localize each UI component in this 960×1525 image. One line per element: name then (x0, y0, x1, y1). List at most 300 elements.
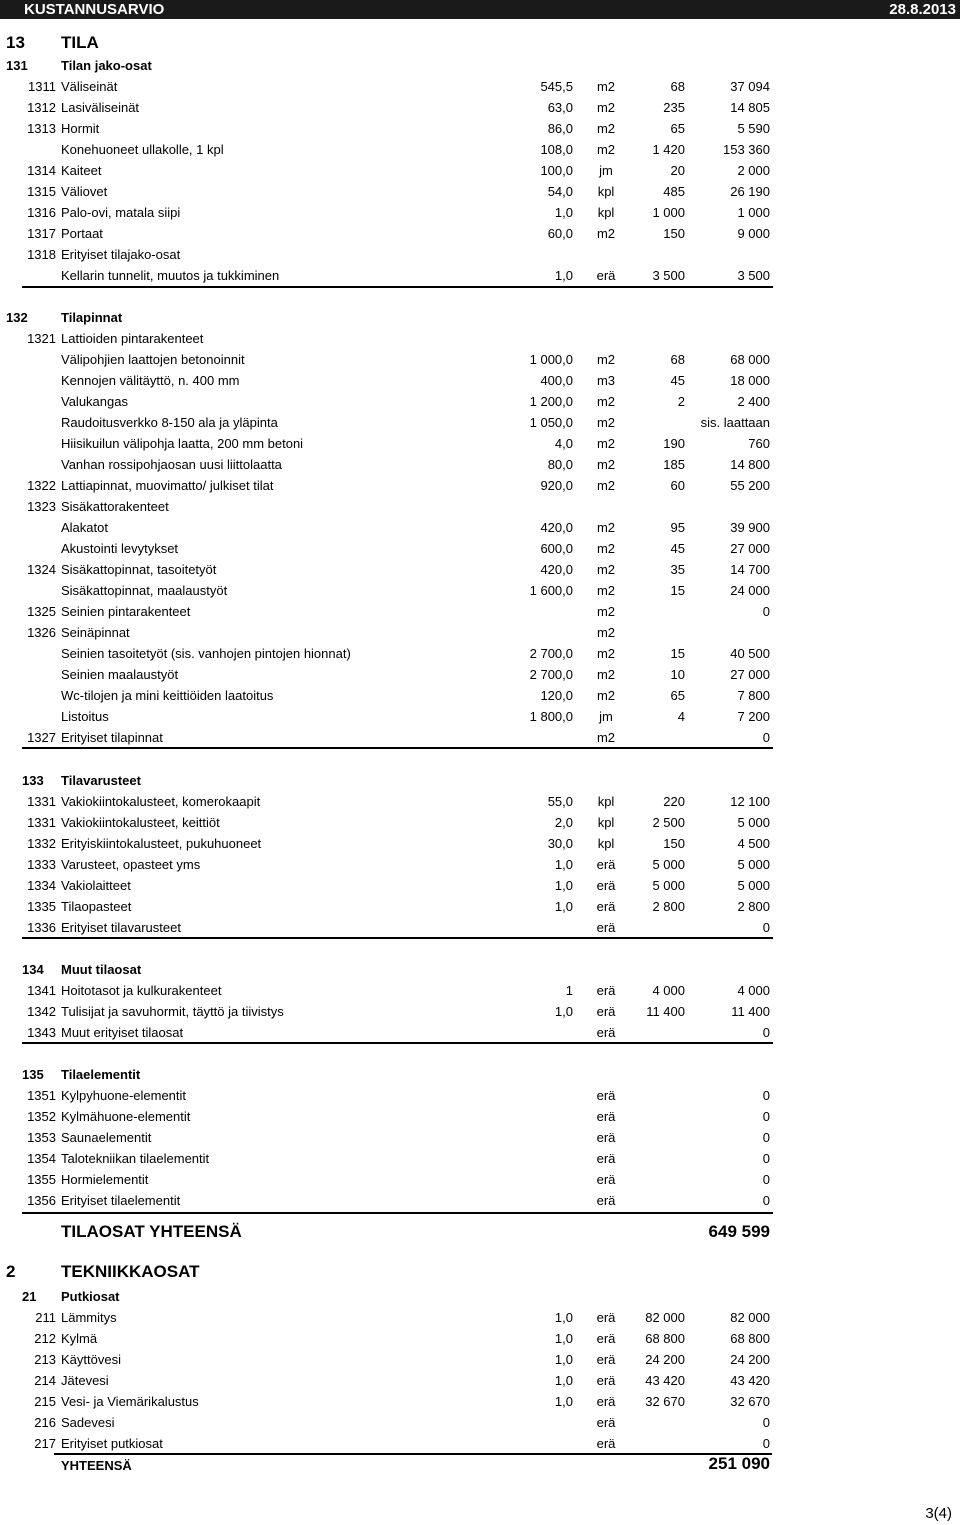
section-134-title: Muut tilaosat (61, 962, 142, 977)
item-unit: erä (596, 1436, 616, 1451)
item-unit-price: 2 (677, 394, 685, 409)
item-total: 4 000 (737, 983, 770, 998)
item-description: Muut erityiset tilaosat (61, 1025, 184, 1040)
item-total: 7 200 (737, 709, 770, 724)
section-133-code: 133 (22, 773, 44, 788)
item-total: 39 900 (730, 520, 770, 535)
item-total: 1 000 (737, 205, 770, 220)
item-total: 0 (762, 1130, 770, 1145)
item-total: 14 700 (730, 562, 770, 577)
item-unit: erä (596, 920, 616, 935)
item-code: 1331 (27, 794, 56, 809)
item-code: 1354 (27, 1151, 56, 1166)
item-unit: m2 (596, 688, 616, 703)
section-total-label: YHTEENSÄ (61, 1458, 132, 1473)
table-row (0, 202, 960, 223)
item-code: 1356 (27, 1193, 56, 1208)
item-quantity: 400,0 (540, 373, 573, 388)
item-unit-price: 24 200 (645, 1352, 685, 1367)
item-unit: erä (596, 1004, 616, 1019)
grand-total-value: 649 599 (708, 1222, 770, 1241)
item-unit-price: 20 (670, 163, 685, 178)
table-row (0, 1433, 960, 1454)
item-description: Erityiskiintokalusteet, pukuhuoneet (61, 836, 262, 851)
item-total: 3 500 (737, 268, 770, 283)
item-total: 24 000 (730, 583, 770, 598)
item-total: 68 000 (730, 352, 770, 367)
table-row (0, 181, 960, 202)
item-unit-price: 60 (670, 478, 685, 493)
item-description: Lasiväliseinät (61, 100, 140, 115)
item-unit-price: 43 420 (645, 1373, 685, 1388)
item-unit-price: 485 (663, 184, 685, 199)
item-unit: m2 (596, 226, 616, 241)
item-description: Väliovet (61, 184, 108, 199)
item-total: 26 190 (730, 184, 770, 199)
item-description: Kylmä (61, 1331, 98, 1346)
item-description: Kennojen välitäyttö, n. 400 mm (61, 373, 240, 388)
table-row (0, 791, 960, 812)
item-description: Seinien tasoitetyöt (sis. vanhojen pintojen hionnat) (61, 646, 351, 661)
item-unit: m2 (596, 436, 616, 451)
table-row (0, 244, 960, 265)
item-unit-price: 45 (670, 373, 685, 388)
item-unit-price: 35 (670, 562, 685, 577)
section-divider (22, 286, 773, 288)
item-unit-price: 185 (663, 457, 685, 472)
item-code: 216 (34, 1415, 56, 1430)
item-quantity: 420,0 (540, 520, 573, 535)
item-code: 1314 (27, 163, 56, 178)
item-unit: erä (596, 1088, 616, 1103)
item-unit-price: 190 (663, 436, 685, 451)
table-row (0, 664, 960, 685)
item-quantity: 54,0 (547, 184, 573, 199)
item-total: 55 200 (730, 478, 770, 493)
item-code: 1323 (27, 499, 56, 514)
table-row (0, 685, 960, 706)
item-total: 4 500 (737, 836, 770, 851)
item-unit: erä (596, 1025, 616, 1040)
item-unit: erä (596, 1394, 616, 1409)
table-row (0, 223, 960, 244)
table-row (0, 391, 960, 412)
item-quantity: 100,0 (540, 163, 573, 178)
item-description: Hiisikuilun välipohja laatta, 200 mm betoni (61, 436, 304, 451)
item-quantity: 1,0 (554, 1373, 573, 1388)
item-unit-price: 68 800 (645, 1331, 685, 1346)
item-description: Varusteet, opasteet yms (61, 857, 201, 872)
section-131-title: Tilan jako-osat (61, 58, 152, 73)
item-code: 1325 (27, 604, 56, 619)
item-quantity: 420,0 (540, 562, 573, 577)
item-description: Raudoitusverkko 8-150 ala ja yläpinta (61, 415, 278, 430)
item-total: 0 (762, 1193, 770, 1208)
item-code: 217 (34, 1436, 56, 1451)
item-total: 11 400 (731, 1004, 770, 1019)
item-code: 1334 (27, 878, 56, 893)
item-unit-price: 65 (670, 688, 685, 703)
item-code: 1342 (27, 1004, 56, 1019)
item-unit-price: 5 000 (652, 857, 685, 872)
item-unit: erä (596, 1310, 616, 1325)
item-description: Käyttövesi (61, 1352, 121, 1367)
item-description: Lattioiden pintarakenteet (61, 331, 204, 346)
item-description: Alakatot (61, 520, 108, 535)
item-description: Vesi- ja Viemärikalustus (61, 1394, 199, 1409)
item-total: 14 800 (730, 457, 770, 472)
section-132-title: Tilapinnat (61, 310, 123, 325)
item-total: 43 420 (730, 1373, 770, 1388)
item-description: Wc-tilojen ja mini keittiöiden laatoitus (61, 688, 274, 703)
item-code: 215 (34, 1394, 56, 1409)
item-unit-price: 220 (663, 794, 685, 809)
item-total: 82 000 (730, 1310, 770, 1325)
item-unit: m2 (596, 604, 616, 619)
item-total: 2 000 (737, 163, 770, 178)
item-unit: jm (599, 709, 613, 724)
page-number: 3(4) (925, 1505, 952, 1522)
item-description: Erityiset tilapinnat (61, 730, 163, 745)
item-total: 0 (762, 1436, 770, 1451)
section-131 (0, 55, 960, 76)
item-quantity: 2 700,0 (529, 646, 573, 661)
item-unit: m2 (596, 562, 616, 577)
item-unit: erä (596, 1373, 616, 1388)
table-row (0, 559, 960, 580)
item-description: Talotekniikan tilaelementit (61, 1151, 210, 1166)
item-quantity: 108,0 (540, 142, 573, 157)
table-row (0, 1148, 960, 1169)
item-unit-price: 1 420 (652, 142, 685, 157)
section-135-title: Tilaelementit (61, 1067, 141, 1082)
table-row (0, 1307, 960, 1328)
item-unit-price: 68 (670, 352, 685, 367)
item-quantity: 63,0 (547, 100, 573, 115)
item-total: 5 000 (737, 815, 770, 830)
item-code: 1331 (27, 815, 56, 830)
table-row (0, 1391, 960, 1412)
item-unit-price: 1 000 (652, 205, 685, 220)
item-description: Sisäkattopinnat, maalaustyöt (61, 583, 228, 598)
item-quantity: 86,0 (547, 121, 573, 136)
item-description: Erityiset tilavarusteet (61, 920, 181, 935)
item-quantity: 1,0 (554, 1310, 573, 1325)
item-description: Seinäpinnat (61, 625, 130, 640)
item-description: Kylmähuone-elementit (61, 1109, 191, 1124)
section-134-code: 134 (22, 962, 44, 977)
item-unit: m2 (596, 541, 616, 556)
table-row (0, 896, 960, 917)
item-description: Väliseinät (61, 79, 118, 94)
item-code: 1316 (27, 205, 56, 220)
item-unit: erä (596, 1331, 616, 1346)
item-total: 9 000 (737, 226, 770, 241)
item-description: Hoitotasot ja kulkurakenteet (61, 983, 222, 998)
item-unit-price: 45 (670, 541, 685, 556)
item-unit: m2 (596, 667, 616, 682)
item-description: Saunaelementit (61, 1130, 152, 1145)
item-unit: erä (596, 878, 616, 893)
section-21-title: Putkiosat (61, 1289, 120, 1304)
item-unit: m2 (596, 646, 616, 661)
item-quantity: 1,0 (554, 899, 573, 914)
item-unit: kpl (597, 794, 615, 809)
item-description: Lattiapinnat, muovimatto/ julkiset tilat (61, 478, 274, 493)
table-row (0, 1001, 960, 1022)
item-description: Jätevesi (61, 1373, 109, 1388)
item-quantity: 1 (565, 983, 573, 998)
item-code: 212 (34, 1331, 56, 1346)
item-description: Kaiteet (61, 163, 102, 178)
item-code: 1327 (27, 730, 56, 745)
item-description: Tilaopasteet (61, 899, 132, 914)
item-unit: m2 (596, 100, 616, 115)
table-row (0, 76, 960, 97)
item-total: 5 590 (737, 121, 770, 136)
item-quantity: 1,0 (554, 1394, 573, 1409)
item-total: 0 (762, 1109, 770, 1124)
item-unit-price: 4 (677, 709, 685, 724)
item-total: 14 805 (730, 100, 770, 115)
item-total: 0 (762, 1151, 770, 1166)
table-row (0, 622, 960, 643)
section-divider (22, 747, 773, 749)
item-unit: m2 (596, 457, 616, 472)
item-code: 1332 (27, 836, 56, 851)
main-heading-title: TILA (61, 33, 99, 52)
item-description: Välipohjien laattojen betonoinnit (61, 352, 245, 367)
item-code: 1351 (27, 1088, 56, 1103)
section-132-code: 132 (6, 310, 28, 325)
item-total: 68 800 (730, 1331, 770, 1346)
grand-total-row (0, 1221, 960, 1242)
item-unit-price: 150 (663, 226, 685, 241)
item-unit-price: 32 670 (645, 1394, 685, 1409)
item-unit: erä (596, 1352, 616, 1367)
item-total: 24 200 (730, 1352, 770, 1367)
item-unit: kpl (597, 184, 615, 199)
item-unit: erä (596, 1172, 616, 1187)
item-unit: m2 (596, 415, 616, 430)
item-description: Hormit (61, 121, 100, 136)
item-total: 27 000 (730, 541, 770, 556)
table-row (0, 601, 960, 622)
item-quantity: 1,0 (554, 268, 573, 283)
item-unit: m2 (596, 121, 616, 136)
item-unit: kpl (597, 205, 615, 220)
item-total: 0 (762, 1088, 770, 1103)
item-description: Erityiset tilaelementit (61, 1193, 181, 1208)
section-21 (0, 1286, 960, 1307)
grand-total-label: TILAOSAT YHTEENSÄ (61, 1222, 242, 1241)
item-description: Valukangas (61, 394, 128, 409)
item-total: 0 (762, 604, 770, 619)
item-unit-price: 2 800 (652, 899, 685, 914)
item-description: Akustointi levytykset (61, 541, 179, 556)
item-code: 1353 (27, 1130, 56, 1145)
item-total: 0 (762, 1025, 770, 1040)
item-quantity: 80,0 (547, 457, 573, 472)
table-row (0, 1412, 960, 1433)
item-code: 1322 (27, 478, 56, 493)
item-quantity: 920,0 (540, 478, 573, 493)
section-divider (22, 937, 773, 939)
item-unit-price: 5 000 (652, 878, 685, 893)
item-code: 1336 (27, 920, 56, 935)
item-total: 0 (762, 1415, 770, 1430)
item-total: 32 670 (730, 1394, 770, 1409)
item-description: Sadevesi (61, 1415, 115, 1430)
item-unit: m2 (596, 625, 616, 640)
table-row (0, 475, 960, 496)
item-unit-price: 68 (670, 79, 685, 94)
item-unit-price: 15 (670, 646, 685, 661)
table-row (0, 854, 960, 875)
item-unit: erä (596, 1130, 616, 1145)
item-unit: m2 (596, 520, 616, 535)
item-quantity: 1,0 (554, 1352, 573, 1367)
section-133 (0, 770, 960, 791)
item-total: 0 (762, 920, 770, 935)
item-description: Seinien pintarakenteet (61, 604, 191, 619)
item-code: 1315 (27, 184, 56, 199)
item-unit: erä (596, 1193, 616, 1208)
section-21-code: 21 (22, 1289, 37, 1304)
item-total: 2 800 (737, 899, 770, 914)
item-quantity: 60,0 (547, 226, 573, 241)
item-description: Hormielementit (61, 1172, 149, 1187)
item-unit-price: 82 000 (645, 1310, 685, 1325)
item-unit: jm (599, 163, 613, 178)
item-unit: m2 (596, 79, 616, 94)
item-code: 1352 (27, 1109, 56, 1124)
item-code: 211 (35, 1310, 56, 1325)
table-row (0, 1328, 960, 1349)
item-total: 0 (762, 1172, 770, 1187)
table-row (0, 1169, 960, 1190)
table-row (0, 980, 960, 1001)
item-unit-price: 11 400 (646, 1004, 685, 1019)
item-quantity: 30,0 (547, 836, 573, 851)
item-quantity: 55,0 (547, 794, 573, 809)
item-code: 1313 (27, 121, 56, 136)
section-131-code: 131 (6, 58, 28, 73)
table-row (0, 833, 960, 854)
item-unit: m2 (596, 142, 616, 157)
item-quantity: 1 050,0 (529, 415, 573, 430)
item-quantity: 120,0 (540, 688, 573, 703)
item-quantity: 1 200,0 (529, 394, 573, 409)
item-unit: erä (596, 1415, 616, 1430)
item-description: Lämmitys (61, 1310, 117, 1325)
item-description: Sisäkattorakenteet (61, 499, 169, 514)
table-row (0, 118, 960, 139)
table-row (0, 538, 960, 559)
table-row (0, 727, 960, 748)
item-quantity: 1 600,0 (529, 583, 573, 598)
item-unit: m2 (596, 352, 616, 367)
table-row (0, 1370, 960, 1391)
item-total: 760 (748, 436, 770, 451)
table-row (0, 454, 960, 475)
item-unit: erä (596, 983, 616, 998)
table-row (0, 349, 960, 370)
item-quantity: 4,0 (554, 436, 573, 451)
item-description: Vanhan rossipohjaosan uusi liittolaatta (61, 457, 282, 472)
table-row (0, 706, 960, 727)
item-code: 1333 (27, 857, 56, 872)
item-total: 18 000 (730, 373, 770, 388)
item-quantity: 2,0 (554, 815, 573, 830)
table-row (0, 1190, 960, 1211)
item-quantity: 1 800,0 (529, 709, 573, 724)
item-code: 214 (34, 1373, 56, 1388)
section-divider (22, 1042, 773, 1044)
item-quantity: 1,0 (554, 205, 573, 220)
item-unit-price: 10 (670, 667, 685, 682)
item-total: 12 100 (730, 794, 770, 809)
item-total: 40 500 (730, 646, 770, 661)
item-unit: m2 (596, 583, 616, 598)
main-heading-2-code: 2 (6, 1262, 16, 1281)
item-unit: erä (596, 1109, 616, 1124)
item-quantity: 545,5 (540, 79, 573, 94)
item-unit: erä (596, 268, 616, 283)
item-code: 1324 (27, 562, 56, 577)
table-row (0, 412, 960, 433)
item-description: Palo-ovi, matala siipi (61, 205, 181, 220)
item-description: Sisäkattopinnat, tasoitetyöt (61, 562, 217, 577)
item-code: 1335 (27, 899, 56, 914)
item-quantity: 1,0 (554, 857, 573, 872)
document-header (0, 0, 960, 19)
item-unit: m2 (596, 730, 616, 745)
table-row (0, 1106, 960, 1127)
item-code: 1321 (27, 331, 56, 346)
item-description: Vakiokiintokalusteet, komerokaapit (61, 794, 261, 809)
table-row (0, 517, 960, 538)
item-total: sis. laattaan (700, 415, 770, 430)
item-description: Portaat (61, 226, 103, 241)
item-description: Konehuoneet ullakolle, 1 kpl (61, 142, 224, 157)
item-unit-price: 15 (670, 583, 685, 598)
item-quantity: 1,0 (554, 1004, 573, 1019)
item-total: 7 800 (737, 688, 770, 703)
item-code: 213 (34, 1352, 56, 1367)
item-total: 27 000 (730, 667, 770, 682)
section-133-title: Tilavarusteet (61, 773, 141, 788)
table-row (0, 139, 960, 160)
item-description: Listoitus (61, 709, 109, 724)
item-code: 1355 (27, 1172, 56, 1187)
table-row (0, 1127, 960, 1148)
item-code: 1317 (27, 226, 56, 241)
item-code: 1326 (27, 625, 56, 640)
table-row (0, 1085, 960, 1106)
item-code: 1318 (27, 247, 56, 262)
item-total: 5 000 (737, 878, 770, 893)
item-unit-price: 95 (670, 520, 685, 535)
item-unit-price: 2 500 (652, 815, 685, 830)
item-total: 2 400 (737, 394, 770, 409)
main-heading (0, 34, 960, 55)
document-date: 28.8.2013 (889, 1, 956, 18)
item-quantity: 1 000,0 (529, 352, 573, 367)
item-description: Kylpyhuone-elementit (61, 1088, 187, 1103)
item-unit-price: 65 (670, 121, 685, 136)
section-135 (0, 1064, 960, 1085)
